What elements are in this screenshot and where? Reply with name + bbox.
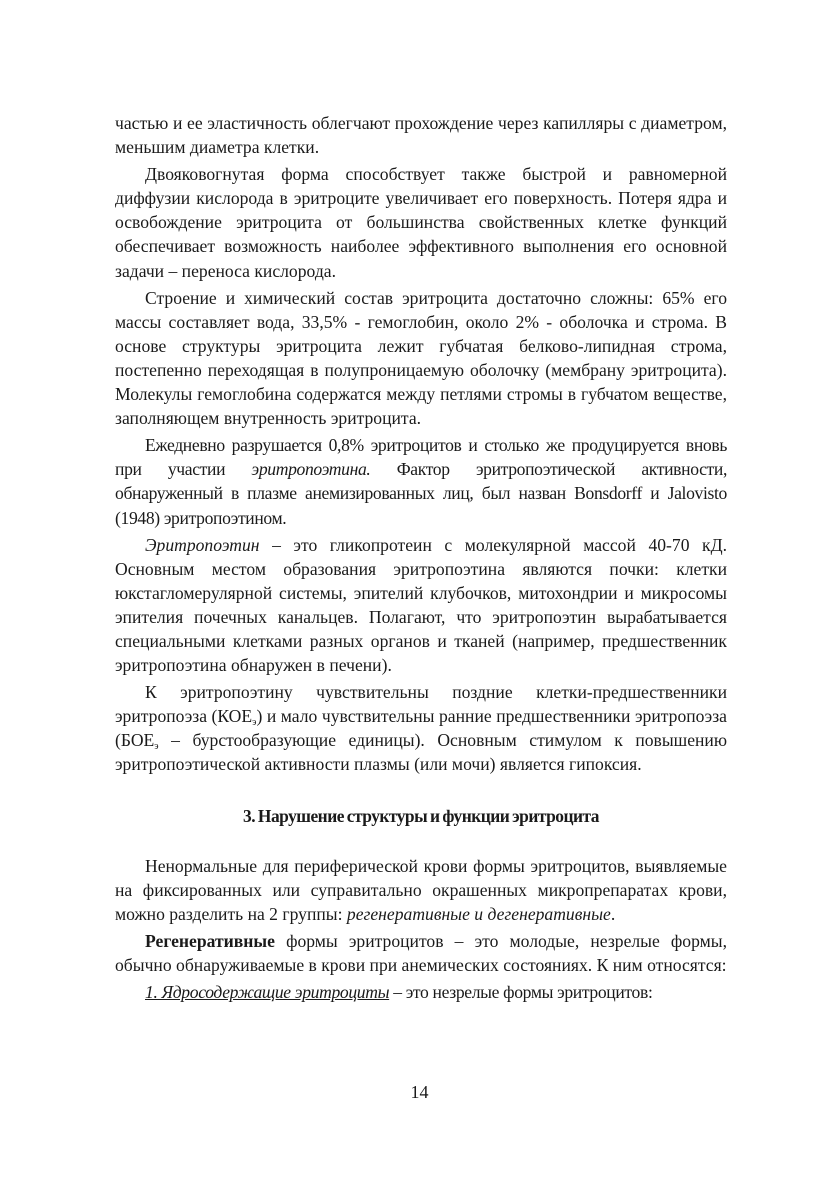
paragraph-8-bold: Регенеративные xyxy=(145,930,275,951)
paragraph-6-text-c: – бурстообразующие единицы). Основным стимулом к повышению эритропоэтической активности плазмы (или мочи) является гипоксия. xyxy=(115,730,727,775)
paragraph-9-text: – это незрелые формы эритроцитов: xyxy=(389,982,653,1002)
paragraph-1: частью и ее эластичность облегчают прохождение через капилляры с диаметром, меньшим диаметра клетки. xyxy=(115,113,727,158)
subscript-boe: э xyxy=(154,741,159,753)
paragraph-4-text-b: Фактор эритропоэтической активности, обнаруженный в плазме анемизированных лиц, был назван Bonsdorff и Jalovisto (1948) эритропоэтином. xyxy=(115,459,727,528)
paragraph-3: Строение и химический состав эритроцита достаточно сложны: 65% его массы составляет вода, 33,5% - гемоглобин, около 2% - оболочка и строма. В основе структуры эритроцита лежит губчатая белково-липидная строма, постепенно переходящая в полупроницаемую оболочку (мембрану эритроцита). Молекулы гемоглобина содержатся между петлями стромы в губчатом веществе, заполняющем внутренность эритроцита. xyxy=(115,287,727,429)
paragraph-7-text-b: . xyxy=(610,903,616,924)
paragraph-7-italic: регенеративные и дегенеративные xyxy=(346,903,611,924)
paragraph-5 xyxy=(115,533,727,678)
section-heading: 3. Нарушение структуры и функции эритроцита xyxy=(243,805,599,826)
paragraph-6-text-a: К эритропоэтину чувствительны поздние клетки-предшественники эритропоэза (КОЕ xyxy=(115,682,727,727)
paragraph-2: Двояковогнутая форма способствует также быстрой и равномерной диффузии кислорода в эритроците увеличивает его поверхность. Потеря ядра и освобождение эритроцита от большинства свойственных клетке функций обеспечивает возможность наиболее эффективного выполнения его основной задачи – переноса кислорода. xyxy=(115,164,727,281)
subscript-koe: э xyxy=(252,717,257,729)
paragraph-9 xyxy=(115,980,727,1004)
page-number: 14 xyxy=(410,1082,429,1102)
paragraph-5-italic: Эритропоэтин xyxy=(145,534,260,555)
paragraph-5-text: – это гликопротеин с молекулярной массой 40-70 кД. Основным местом образования эритропоэтина являются почки: клетки юкстагломерулярной системы, эпителий клубочков, митохондрии и микросомы эпителия почечных канальцев. Полагают, что эритропоэтин вырабатывается специальными клетками разных органов и тканей (например, предшественник эритропоэтина обнаружен в печени). xyxy=(115,534,727,676)
paragraph-7 xyxy=(115,854,727,926)
text-column xyxy=(115,111,727,1004)
paragraph-4 xyxy=(115,433,727,529)
paragraph-9-italic xyxy=(145,982,389,1002)
paragraph-6-text-b: ) и мало чувствительны ранние предшественники эритропоэза (БОЕ xyxy=(115,706,727,751)
paragraph-4-italic: эритропоэтина. xyxy=(251,459,371,480)
paragraph-8 xyxy=(115,929,727,977)
paragraph-8-text: формы эритроцитов – это молодые, незрелые формы, обычно обнаруживаемые в крови при анемических состояниях. К ним относятся: xyxy=(115,930,727,975)
paragraph-4-text-a: Ежедневно разрушается 0,8% эритроцитов и столько же продуцируется вновь при участии xyxy=(115,435,727,480)
paragraph-7-text-a: Ненормальные для периферической крови формы эритроцитов, выявляемые на фиксированных или суправитально окрашенных микропрепаратах крови, можно разделить на 2 группы: xyxy=(115,855,727,924)
paragraph-9-underlined: 1. Ядросодержащие эритроциты xyxy=(145,982,390,1002)
paragraph-6 xyxy=(115,680,727,776)
